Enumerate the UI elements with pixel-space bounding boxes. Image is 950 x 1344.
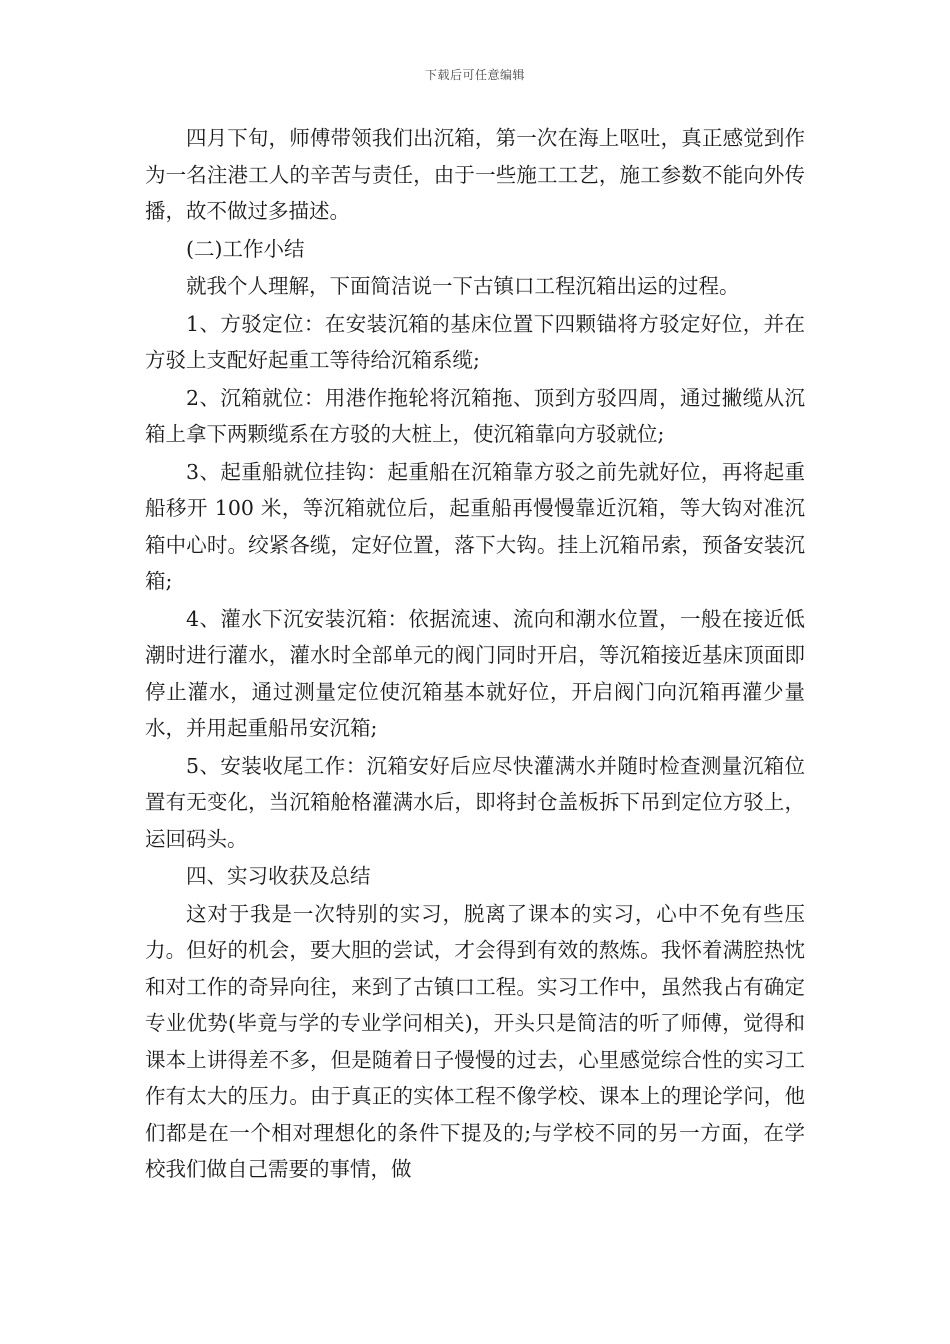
paragraph-intro: 四月下旬，师傅带领我们出沉箱，第一次在海上呕吐，真正感觉到作为一名注港工人的辛苦与责任，由于一些施工工艺，施工参数不能向外传播，故不做过多描述。 — [145, 126, 805, 223]
paragraph-step-1: 1、方驳定位：在安装沉箱的基床位置下四颗锚将方驳定好位，并在方驳上支配好起重工等待给沉箱系缆; — [145, 311, 805, 372]
paragraph-step-4: 4、灌水下沉安装沉箱：依据流速、流向和潮水位置，一般在接近低潮时进行灌水，灌水时全部单元的阀门同时开启，等沉箱接近基床顶面即停止灌水，通过测量定位使沉箱基本就好位，开启阀门向沉箱再灌少量水，并用起重船吊安沉箱; — [145, 606, 805, 740]
document-body — [145, 120, 805, 1189]
section-heading-work-summary: (二)工作小结 — [186, 236, 305, 261]
paragraph-step-5: 5、安装收尾工作：沉箱安好后应尽快灌满水并随时检查测量沉箱位置有无变化，当沉箱舱格灌满水后，即将封仓盖板拆下吊到定位方驳上，运回码头。 — [145, 753, 805, 851]
paragraph-step-2: 2、沉箱就位：用港作拖轮将沉箱拖、顶到方驳四周，通过撇缆从沉箱上拿下两颗缆系在方驳的大桩上，使沉箱靠向方驳就位; — [145, 385, 805, 446]
paragraph-process-overview: 就我个人理解，下面简洁说一下古镇口工程沉箱出运的过程。 — [186, 274, 740, 298]
paragraph-step-3: 3、起重船就位挂钩：起重船在沉箱靠方驳之前先就好位，再将起重船移开 100 米，等沉箱就位后，起重船再慢慢靠近沉箱，等大钩对准沉箱中心时。绞紧各缆，定好位置，落下大钩。挂上沉箱吊索，预备安装沉箱; — [145, 459, 805, 593]
paragraph-reflection: 这对于我是一次特别的实习，脱离了课本的实习，心中不免有些压力。但好的机会，要大胆的尝试，才会得到有效的熬炼。我怀着满腔热忱和对工作的奇异向往，来到了古镇口工程。实习工作中，虽然我占有确定专业优势(毕竟与学的专业学问相关)，开头只是简洁的听了师傅，觉得和课本上讲得差不多，但是随着日子慢慢的过去，心里感觉综合性的实习工作有太大的压力。由于真正的实体工程不像学校、课本上的理论学问，他们都是在一个相对理想化的条件下提及的;与学校不同的另一方面，在学校我们做自己需要的事情，做 — [145, 901, 805, 1181]
section-heading-harvest-summary: 四、实习收获及总结 — [186, 864, 371, 888]
page-header-note: 下载后可任意编辑 — [424, 68, 525, 82]
